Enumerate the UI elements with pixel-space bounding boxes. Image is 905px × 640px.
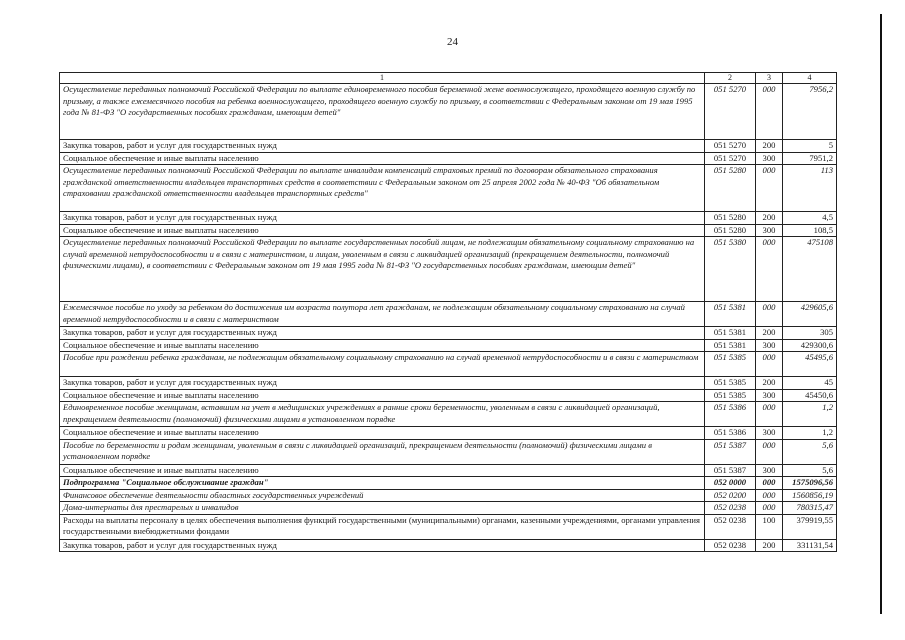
table-row [60, 327, 837, 340]
row-code-cell: 051 5386 [705, 427, 756, 440]
row-code-cell: 051 5280 [705, 165, 756, 212]
table-row [60, 502, 837, 515]
row-vr-cell: 000 [756, 489, 783, 502]
row-code-cell: 052 0200 [705, 489, 756, 502]
row-name-cell: Расходы на выплаты персоналу в целях обеспечения выполнения функций государственными (муниципальными) органами, казенными учреждениями, органами управления государственными внебюджетными фондами [60, 514, 705, 539]
row-vr-cell: 000 [756, 84, 783, 140]
row-amount-cell: 108,5 [783, 224, 837, 237]
table-row [60, 514, 837, 539]
row-vr-cell: 100 [756, 514, 783, 539]
table-row [60, 389, 837, 402]
header-col-4: 4 [783, 73, 837, 84]
header-col-2: 2 [705, 73, 756, 84]
row-amount-cell: 1575096,56 [783, 477, 837, 490]
row-amount-cell: 4,5 [783, 212, 837, 225]
row-name-cell: Закупка товаров, работ и услуг для государственных нужд [60, 539, 705, 552]
row-vr-cell: 300 [756, 224, 783, 237]
row-code-cell: 052 0238 [705, 539, 756, 552]
row-code-cell: 051 5387 [705, 439, 756, 464]
row-amount-cell: 113 [783, 165, 837, 212]
row-name-cell: Ежемесячное пособие по уходу за ребенком до достижения им возраста полутора лет гражданам, не подлежащим обязательному социальному страхованию на случай временной нетрудоспособности и в связи с материнством [60, 302, 705, 327]
row-vr-cell: 000 [756, 477, 783, 490]
row-code-cell: 051 5386 [705, 402, 756, 427]
row-amount-cell: 305 [783, 327, 837, 340]
row-name-cell: Осуществление переданных полномочий Российской Федерации по выплате инвалидам компенсаций страховых премий по договорам обязательного страхования гражданской ответственности владельцев транспортных средств в соответствии с Федеральным законом от 25 апреля 2002 года № 40-ФЗ "Об обязательном страховании гражданской ответственности владельцев транспортных средств" [60, 165, 705, 212]
table-row [60, 212, 837, 225]
row-name-cell: Социальное обеспечение и иные выплаты населению [60, 224, 705, 237]
row-vr-cell: 000 [756, 237, 783, 302]
row-vr-cell: 300 [756, 339, 783, 352]
row-amount-cell: 429300,6 [783, 339, 837, 352]
row-name-cell: Закупка товаров, работ и услуг для государственных нужд [60, 327, 705, 340]
row-vr-cell: 300 [756, 427, 783, 440]
row-vr-cell: 000 [756, 165, 783, 212]
row-vr-cell: 300 [756, 389, 783, 402]
row-vr-cell: 200 [756, 140, 783, 153]
row-code-cell: 051 5385 [705, 377, 756, 390]
row-amount-cell: 7951,2 [783, 152, 837, 165]
table-row [60, 464, 837, 477]
table-row [60, 377, 837, 390]
row-code-cell: 051 5381 [705, 327, 756, 340]
row-name-cell: Социальное обеспечение и иные выплаты населению [60, 464, 705, 477]
table-row [60, 439, 837, 464]
row-amount-cell: 1,2 [783, 427, 837, 440]
row-name-cell: Осуществление переданных полномочий Российской Федерации по выплате единовременного пособия беременной жене военнослужащего, проходящего военную службу по призыву, а также ежемесячного пособия на ребенка военнослужащего, проходящего военную службу по призыву, в соответствии с Федеральным законом от 19 мая 1995 года № 81-ФЗ "О государственных пособиях гражданам, имеющим детей" [60, 84, 705, 140]
row-code-cell: 051 5385 [705, 352, 756, 377]
row-amount-cell: 5,6 [783, 464, 837, 477]
row-amount-cell: 7956,2 [783, 84, 837, 140]
header-col-3: 3 [756, 73, 783, 84]
row-vr-cell: 000 [756, 439, 783, 464]
table-row [60, 152, 837, 165]
table-row [60, 339, 837, 352]
row-vr-cell: 000 [756, 402, 783, 427]
table-row [60, 427, 837, 440]
row-vr-cell: 300 [756, 464, 783, 477]
row-amount-cell: 45 [783, 377, 837, 390]
row-name-cell: Финансовое обеспечение деятельности областных государственных учреждений [60, 489, 705, 502]
row-vr-cell: 200 [756, 539, 783, 552]
row-code-cell: 051 5380 [705, 237, 756, 302]
page-number: 24 [447, 36, 458, 48]
row-vr-cell: 000 [756, 502, 783, 515]
row-name-cell: Закупка товаров, работ и услуг для государственных нужд [60, 212, 705, 225]
table-row [60, 165, 837, 212]
table-row [60, 237, 837, 302]
row-name-cell: Пособие при рождении ребенка гражданам, не подлежащим обязательному социальному страхованию на случай временной нетрудоспособности и в связи с материнством [60, 352, 705, 377]
row-amount-cell: 379919,55 [783, 514, 837, 539]
table-row [60, 402, 837, 427]
row-vr-cell: 200 [756, 377, 783, 390]
table-row [60, 489, 837, 502]
table-row [60, 84, 837, 140]
table-row [60, 352, 837, 377]
row-code-cell: 051 5387 [705, 464, 756, 477]
row-code-cell: 051 5270 [705, 140, 756, 153]
row-amount-cell: 5 [783, 140, 837, 153]
row-amount-cell: 429605,6 [783, 302, 837, 327]
row-name-cell: Дома-интернаты для престарелых и инвалидов [60, 502, 705, 515]
row-code-cell: 051 5270 [705, 152, 756, 165]
row-code-cell: 051 5280 [705, 212, 756, 225]
row-amount-cell: 45450,6 [783, 389, 837, 402]
table-row [60, 224, 837, 237]
row-name-cell: Подпрограмма "Социальное обслуживание граждан" [60, 477, 705, 490]
row-name-cell: Единовременное пособие женщинам, вставшим на учет в медицинских учреждениях в ранние сроки беременности, уволенным в связи с ликвидацией организаций, прекращением деятельности (полномочий) физическими лицами в установленном порядке [60, 402, 705, 427]
row-amount-cell: 5,6 [783, 439, 837, 464]
row-vr-cell: 000 [756, 302, 783, 327]
row-name-cell: Социальное обеспечение и иные выплаты населению [60, 152, 705, 165]
row-code-cell: 052 0000 [705, 477, 756, 490]
row-name-cell: Закупка товаров, работ и услуг для государственных нужд [60, 377, 705, 390]
row-name-cell: Социальное обеспечение и иные выплаты населению [60, 339, 705, 352]
table-row [60, 539, 837, 552]
row-name-cell: Пособие по беременности и родам женщинам, уволенным в связи с ликвидацией организаций, прекращением деятельности (полномочий) физическими лицами в установленном порядке [60, 439, 705, 464]
row-vr-cell: 000 [756, 352, 783, 377]
table-header-row [60, 73, 837, 84]
row-amount-cell: 331131,54 [783, 539, 837, 552]
row-name-cell: Социальное обеспечение и иные выплаты населению [60, 389, 705, 402]
row-vr-cell: 200 [756, 212, 783, 225]
row-vr-cell: 200 [756, 327, 783, 340]
row-name-cell: Осуществление переданных полномочий Российской Федерации по выплате государственных пособий лицам, не подлежащим обязательному социальному страхованию на случай временной нетрудоспособности и в связи с материнством, и лицам, уволенным в связи с ликвидацией организаций (прекращением деятельности, полномочий физическими лицами), в соответствии с Федеральным законом от 19 мая 1995 года № 81-ФЗ "О государственных пособиях гражданам, имеющим детей" [60, 237, 705, 302]
page-edge-line [880, 14, 882, 614]
row-code-cell: 051 5381 [705, 302, 756, 327]
row-code-cell: 052 0238 [705, 514, 756, 539]
row-code-cell: 051 5385 [705, 389, 756, 402]
row-code-cell: 051 5280 [705, 224, 756, 237]
row-amount-cell: 1,2 [783, 402, 837, 427]
row-name-cell: Закупка товаров, работ и услуг для государственных нужд [60, 140, 705, 153]
row-vr-cell: 300 [756, 152, 783, 165]
budget-table [59, 72, 837, 552]
row-code-cell: 051 5381 [705, 339, 756, 352]
table-row [60, 302, 837, 327]
row-name-cell: Социальное обеспечение и иные выплаты населению [60, 427, 705, 440]
row-amount-cell: 780315,47 [783, 502, 837, 515]
row-code-cell: 052 0238 [705, 502, 756, 515]
table-row [60, 140, 837, 153]
row-code-cell: 051 5270 [705, 84, 756, 140]
row-amount-cell: 1560856,19 [783, 489, 837, 502]
header-col-1: 1 [60, 73, 705, 84]
table-row [60, 477, 837, 490]
row-amount-cell: 475108 [783, 237, 837, 302]
row-amount-cell: 45495,6 [783, 352, 837, 377]
